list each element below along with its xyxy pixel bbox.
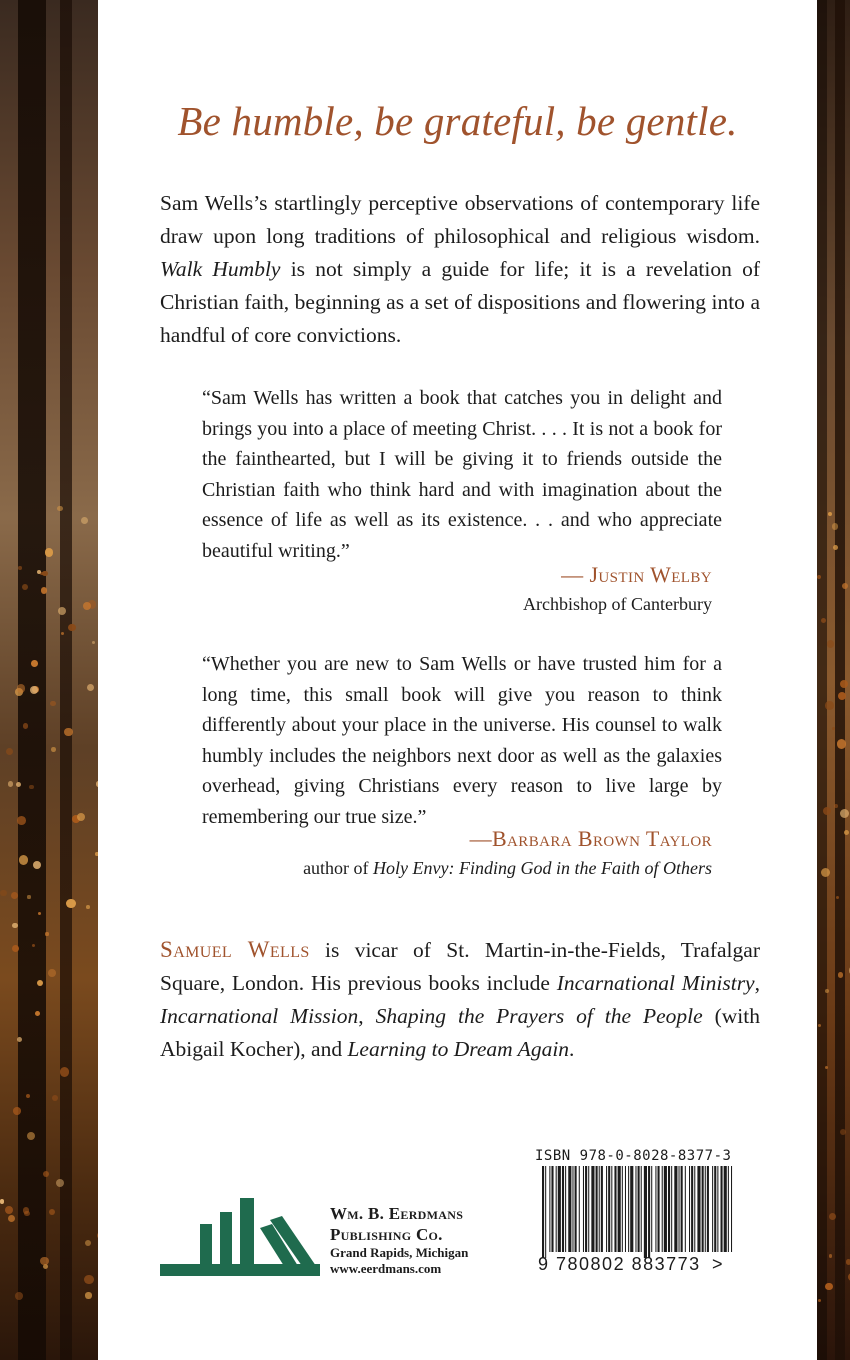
leaf-dot	[825, 1066, 828, 1069]
barcode-bar	[638, 1166, 640, 1252]
leaf-dot	[825, 1283, 832, 1290]
leaf-dot	[52, 1095, 59, 1102]
barcode-bar	[618, 1166, 621, 1252]
barcode-bar	[691, 1166, 693, 1252]
leaf-dot	[838, 972, 843, 977]
barcode-bar	[717, 1166, 718, 1252]
barcode-bar	[611, 1166, 612, 1252]
barcode-bar	[724, 1166, 727, 1252]
leaf-dot	[8, 781, 13, 786]
leaf-dot	[5, 1206, 13, 1214]
leaf-dot	[50, 701, 56, 707]
author-bio	[160, 933, 760, 1066]
leaf-dot	[92, 641, 95, 644]
leaf-dot	[42, 571, 47, 576]
leaf-dot	[15, 1292, 23, 1300]
bio-book-1: Incarnational Ministry	[556, 971, 755, 995]
leaf-dot	[834, 804, 838, 808]
leaf-dot	[49, 1209, 55, 1215]
leaf-dot	[8, 1215, 15, 1222]
leaf-dot	[821, 868, 830, 877]
barcode-bar	[579, 1166, 580, 1252]
leaf-dot	[840, 680, 848, 688]
bio-text-2: ,	[754, 971, 760, 995]
barcode-bar	[575, 1166, 577, 1252]
leaf-dot	[842, 583, 848, 589]
leaf-dot	[85, 1292, 91, 1298]
leaf-dot	[27, 1132, 35, 1140]
leaf-dot	[829, 1213, 837, 1221]
leaf-dot	[37, 980, 43, 986]
barcode-bar	[562, 1166, 564, 1252]
leaf-dot	[829, 1254, 833, 1258]
barcode-bar	[679, 1166, 680, 1252]
leaf-dot	[837, 739, 847, 749]
leaf-dot	[83, 602, 91, 610]
leaf-dot	[838, 692, 846, 700]
barcode-bar	[585, 1166, 587, 1252]
barcode-bar	[714, 1166, 716, 1252]
publisher-info	[330, 1203, 468, 1277]
leaf-dot	[27, 895, 30, 898]
barcode-bar	[689, 1166, 690, 1252]
publisher-name-2: Publishing Co.	[330, 1225, 443, 1244]
barcode-bar	[572, 1166, 573, 1252]
barcode-bar	[622, 1166, 623, 1252]
barcode-bar	[641, 1166, 642, 1252]
leaf-dot	[35, 1011, 40, 1016]
leaf-dot	[0, 890, 6, 896]
bio-book-3: Shaping the Prayers of the People	[375, 1004, 703, 1028]
barcode-bar	[694, 1166, 695, 1252]
leaf-dot	[818, 1024, 821, 1027]
leaf-dot	[17, 684, 26, 693]
endorser-name-2: —Barbara Brown Taylor	[469, 826, 712, 851]
leaf-dot	[17, 816, 26, 825]
barcode-bar	[630, 1166, 633, 1252]
leaf-dot	[823, 807, 832, 816]
forest-photo-right	[817, 0, 850, 1360]
endorser-role-prefix: author of	[303, 858, 374, 878]
leaf-dot	[12, 945, 19, 952]
leaf-dot	[26, 1094, 30, 1098]
barcode-bar	[608, 1166, 610, 1252]
barcode-bar	[707, 1166, 709, 1252]
leaf-dot	[827, 640, 835, 648]
barcode-bar	[681, 1166, 683, 1252]
barcode-bar	[545, 1166, 546, 1258]
description-title: Walk Humbly	[160, 257, 281, 281]
barcode-icon	[540, 1166, 735, 1258]
bio-text-5: .	[569, 1037, 575, 1061]
leaf-dot	[22, 584, 28, 590]
leaf-dot	[825, 989, 829, 993]
endorser-role-1: Archbishop of Canterbury	[523, 594, 712, 614]
barcode-bar	[558, 1166, 561, 1252]
barcode-bar	[658, 1166, 660, 1252]
barcode-bar	[588, 1166, 589, 1252]
leaf-dot	[832, 523, 838, 529]
endorsement-quote-1: “Sam Wells has written a book that catches you in delight and brings you into a place of meeting Christ. . . . It is not a book for the fainthearted, but I will be giving it to friends outside the Christian faith who think hard and with imagination about the essence of life as well as its existence. . . and who appreciate beautiful writing.”	[202, 387, 722, 562]
leaf-dot	[32, 944, 35, 947]
leaf-dot	[38, 912, 41, 915]
leaf-dot	[18, 566, 21, 569]
barcode-bar	[651, 1166, 652, 1252]
barcode-arrow: >	[712, 1254, 723, 1274]
barcode-bar	[601, 1166, 603, 1252]
bio-text-4: (with Abigail Kocher), and	[160, 1004, 760, 1061]
leaf-dot	[58, 607, 66, 615]
barcode-bar	[565, 1166, 566, 1252]
tagline: Be humble, be grateful, be gentle.	[177, 98, 738, 144]
leaf-dot	[844, 830, 849, 835]
publisher-location: Grand Rapids, Michigan	[330, 1245, 469, 1260]
leaf-dot	[51, 747, 56, 752]
leaf-dot	[828, 512, 832, 516]
publisher-logo-icon	[160, 1190, 320, 1278]
leaf-dot	[817, 575, 821, 579]
leaf-dot	[77, 813, 85, 821]
leaf-dot	[818, 1299, 821, 1302]
endorser-name-1: — Justin Welby	[561, 562, 712, 587]
leaf-dot	[17, 1037, 22, 1042]
leaf-dot	[37, 570, 41, 574]
leaf-dot	[825, 701, 833, 709]
barcode-bar	[655, 1166, 656, 1252]
barcode-bar	[542, 1166, 544, 1258]
barcode-bar	[591, 1166, 594, 1252]
leaf-dot	[24, 1211, 29, 1216]
leaf-dot	[57, 506, 63, 512]
endorser-role-2	[303, 858, 712, 879]
leaf-dot	[61, 632, 64, 635]
leaf-dot	[19, 855, 29, 865]
barcode-bar	[685, 1166, 686, 1252]
leaf-dot	[64, 728, 72, 736]
barcode-bar	[728, 1166, 729, 1252]
leaf-dot	[846, 1259, 850, 1264]
leaf-dot	[68, 624, 76, 632]
endorser-book-title: Holy Envy: Finding God in the Faith of Others	[373, 858, 712, 878]
barcode-bar	[549, 1166, 550, 1252]
leaf-dot	[13, 1107, 21, 1115]
publisher-website: www.eerdmans.com	[330, 1261, 442, 1276]
barcode-bar	[702, 1166, 704, 1252]
bio-book-4: Learning to Dream Again	[347, 1037, 570, 1061]
barcode-bar	[551, 1166, 553, 1252]
leaf-dot	[833, 545, 838, 550]
leaf-dot	[31, 660, 38, 667]
leaf-dot	[87, 684, 94, 691]
publisher-name-1: Wm. B. Eerdmans	[330, 1204, 464, 1223]
leaf-dot	[56, 1179, 64, 1187]
leaf-dot	[840, 1129, 846, 1135]
leaf-dot	[836, 896, 839, 899]
description-text-2: is not simply a guide for life; it is a revelation of Christian faith, beginning as a set of dispositions and flowering into a handful of core convictions.	[160, 257, 760, 347]
barcode-bar	[568, 1166, 571, 1252]
leaf-dot	[821, 618, 826, 623]
barcode-bar	[606, 1166, 607, 1252]
barcode-bar	[668, 1166, 670, 1252]
barcode-bar	[648, 1166, 650, 1258]
bio-text-3: ,	[358, 1004, 376, 1028]
back-cover-panel	[98, 0, 817, 1360]
leaf-dot	[84, 1275, 93, 1284]
leaf-dot	[66, 899, 75, 908]
barcode-bar	[556, 1166, 557, 1252]
book-description	[160, 187, 760, 352]
barcode-bar	[583, 1166, 584, 1252]
barcode-bar	[705, 1166, 706, 1252]
leaf-dot	[41, 587, 47, 593]
isbn-label: ISBN 978-0-8028-8377-3	[535, 1148, 732, 1164]
leaf-dot	[11, 892, 18, 899]
leaf-dot	[45, 548, 53, 556]
barcode-bar	[712, 1166, 713, 1252]
barcode-bar	[697, 1166, 700, 1252]
leaf-dot	[29, 785, 34, 790]
barcode-bar	[635, 1166, 636, 1252]
leaf-dot	[86, 905, 90, 909]
barcode-bar	[599, 1166, 600, 1252]
leaf-dot	[12, 923, 18, 929]
barcode-bar	[625, 1166, 626, 1252]
leaf-dot	[30, 686, 38, 694]
leaf-dot	[16, 782, 21, 787]
leaf-dot	[85, 1240, 91, 1246]
author-name: Samuel Wells	[160, 937, 310, 962]
forest-photo-left	[0, 0, 98, 1360]
bio-text-1: is vicar of St. Martin-in-the-Fields, Trafalgar Square, London. His previous books include	[160, 938, 760, 995]
barcode-bar	[721, 1166, 723, 1252]
barcode-bar	[731, 1166, 732, 1252]
leaf-dot	[33, 861, 41, 869]
barcode-bar	[671, 1166, 672, 1252]
leaf-dot	[23, 723, 28, 728]
barcode-bar	[596, 1166, 598, 1252]
leaf-dot	[840, 809, 849, 818]
bio-book-2: Incarnational Mission	[160, 1004, 359, 1028]
leaf-dot	[60, 1067, 70, 1077]
description-text-1: Sam Wells’s startlingly perceptive observations of contemporary life draw upon long traditions of philosophical and religious wisdom.	[160, 191, 760, 248]
leaf-dot	[6, 748, 13, 755]
leaf-dot	[48, 969, 56, 977]
barcode-bar	[662, 1166, 663, 1252]
barcode-digits: 9 780802 883773	[538, 1254, 701, 1274]
leaf-dot	[40, 1257, 49, 1266]
barcode-bar	[614, 1166, 616, 1252]
leaf-dot	[0, 1199, 4, 1203]
barcode-bar	[664, 1166, 667, 1252]
leaf-dot	[81, 517, 88, 524]
barcode-bar	[644, 1166, 647, 1258]
barcode-bar	[674, 1166, 677, 1252]
leaf-dot	[43, 1171, 49, 1177]
barcode-bar	[628, 1166, 629, 1252]
leaf-dot	[45, 932, 48, 935]
leaf-dot	[832, 727, 835, 730]
endorsement-quote-2: “Whether you are new to Sam Wells or have trusted him for a long time, this small book will give you reason to think differently about your place in the universe. His counsel to walk humbly includes the neighbors next door as well as the galaxies overhead, giving Christians every reason to live large by remembering our true size.”	[202, 653, 722, 828]
